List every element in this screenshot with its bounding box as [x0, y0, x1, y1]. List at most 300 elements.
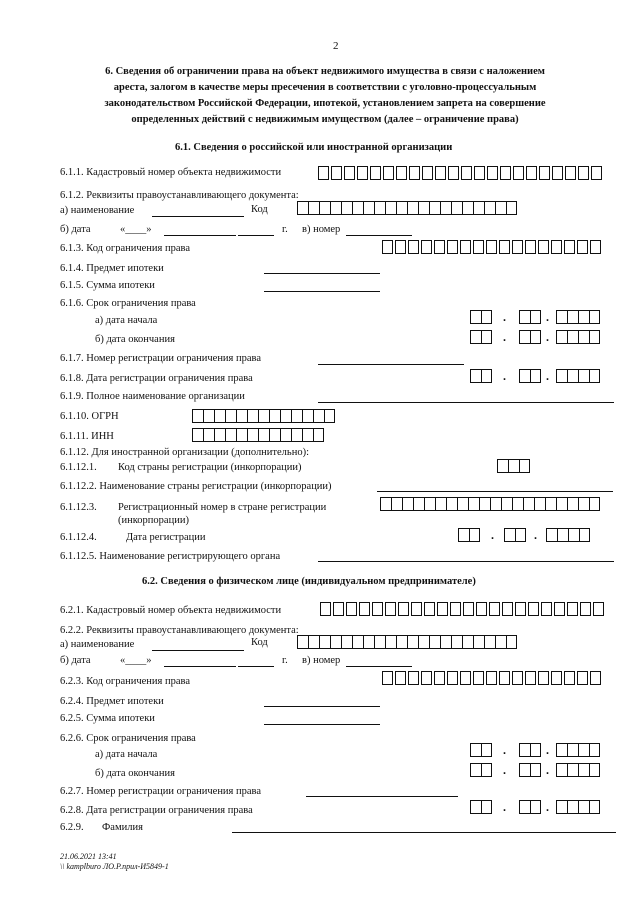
- s62-date-year-field[interactable]: [238, 666, 274, 667]
- char-cell[interactable]: [534, 497, 545, 511]
- char-cell[interactable]: [481, 369, 492, 383]
- char-cell[interactable]: [247, 409, 258, 423]
- char-cell[interactable]: [473, 671, 484, 685]
- s61-start-date-label: а) дата начала: [95, 315, 158, 326]
- char-cell[interactable]: [565, 166, 576, 180]
- char-cell[interactable]: [297, 635, 308, 649]
- char-cell[interactable]: [589, 743, 600, 757]
- s61-reg-date-day[interactable]: [470, 369, 492, 385]
- char-cell[interactable]: [515, 528, 526, 542]
- s61-foreign-date-label: Дата регистрации: [126, 532, 206, 543]
- char-cell[interactable]: [192, 428, 203, 442]
- char-cell[interactable]: [591, 166, 602, 180]
- s61-code-label: Код: [251, 204, 268, 215]
- char-cell[interactable]: [434, 671, 445, 685]
- char-cell[interactable]: [385, 201, 396, 215]
- char-cell[interactable]: [413, 497, 424, 511]
- s61-foreign-reg-cells[interactable]: [380, 497, 600, 513]
- char-cell[interactable]: [457, 497, 468, 511]
- char-cell[interactable]: [519, 459, 530, 473]
- char-cell[interactable]: [269, 409, 280, 423]
- char-cell[interactable]: [567, 800, 578, 814]
- s61-start-date-day[interactable]: [470, 310, 492, 326]
- s61-end-date-year[interactable]: [556, 330, 600, 346]
- char-cell[interactable]: [462, 635, 473, 649]
- char-cell[interactable]: [546, 528, 557, 542]
- s62-start-date-day[interactable]: [470, 743, 492, 759]
- s61-mortgage-subject-field[interactable]: [264, 273, 380, 274]
- char-cell[interactable]: [530, 743, 541, 757]
- char-cell[interactable]: [567, 763, 578, 777]
- s61-registrar-field[interactable]: [318, 561, 614, 562]
- s62-end-date-year[interactable]: [556, 763, 600, 779]
- char-cell[interactable]: [203, 409, 214, 423]
- char-cell[interactable]: [333, 602, 344, 616]
- char-cell[interactable]: [567, 310, 578, 324]
- s61-restriction-code-label: 6.1.3. Код ограничения права: [60, 243, 190, 254]
- char-cell[interactable]: [538, 240, 549, 254]
- char-cell[interactable]: [519, 330, 530, 344]
- char-cell[interactable]: [396, 201, 407, 215]
- char-cell[interactable]: [519, 763, 530, 777]
- char-cell[interactable]: [578, 330, 589, 344]
- char-cell[interactable]: [474, 166, 485, 180]
- char-cell[interactable]: [352, 635, 363, 649]
- char-cell[interactable]: [470, 369, 481, 383]
- char-cell[interactable]: [395, 240, 406, 254]
- s61-start-date-year[interactable]: [556, 310, 600, 326]
- char-cell[interactable]: [519, 310, 530, 324]
- s61-foreign-date-month[interactable]: [504, 528, 526, 544]
- s62-reg-date-year[interactable]: [556, 800, 600, 816]
- s61-foreign-reg-line1: Регистрационный номер в стране регистрации: [118, 502, 327, 513]
- s61-reg-date-month[interactable]: [519, 369, 541, 385]
- s62-name-field[interactable]: [152, 650, 244, 651]
- char-cell[interactable]: [508, 459, 519, 473]
- s61-end-date-day[interactable]: [470, 330, 492, 346]
- char-cell[interactable]: [470, 743, 481, 757]
- char-cell[interactable]: [385, 602, 396, 616]
- char-cell[interactable]: [481, 310, 492, 324]
- char-cell[interactable]: [269, 428, 280, 442]
- s61-date-month-field[interactable]: [164, 235, 236, 236]
- char-cell[interactable]: [564, 671, 575, 685]
- char-cell[interactable]: [556, 330, 567, 344]
- char-cell[interactable]: [408, 671, 419, 685]
- char-cell[interactable]: [476, 602, 487, 616]
- char-cell[interactable]: [481, 330, 492, 344]
- s62-reg-date-month[interactable]: [519, 800, 541, 816]
- char-cell[interactable]: [470, 310, 481, 324]
- char-cell[interactable]: [398, 602, 409, 616]
- char-cell[interactable]: [470, 800, 481, 814]
- s62-end-date-day[interactable]: [470, 763, 492, 779]
- char-cell[interactable]: [556, 369, 567, 383]
- char-cell[interactable]: [463, 602, 474, 616]
- char-cell[interactable]: [551, 671, 562, 685]
- s61-country-name-field[interactable]: [377, 491, 613, 492]
- s62-cadastral-cells[interactable]: [320, 602, 606, 618]
- char-cell[interactable]: [331, 166, 342, 180]
- char-cell[interactable]: [512, 240, 523, 254]
- char-cell[interactable]: [578, 497, 589, 511]
- char-cell[interactable]: [396, 635, 407, 649]
- char-cell[interactable]: [385, 635, 396, 649]
- char-cell[interactable]: [396, 166, 407, 180]
- footer-timestamp: 21.06.2021 13:41: [60, 852, 117, 861]
- char-cell[interactable]: [473, 240, 484, 254]
- s62-date-month-field[interactable]: [164, 666, 236, 667]
- char-cell[interactable]: [411, 602, 422, 616]
- s61-reg-number-field[interactable]: [318, 364, 464, 365]
- char-cell[interactable]: [495, 201, 506, 215]
- char-cell[interactable]: [374, 201, 385, 215]
- s61-mortgage-subject-label: 6.1.4. Предмет ипотеки: [60, 263, 164, 274]
- char-cell[interactable]: [589, 369, 600, 383]
- s61-mortgage-sum-field[interactable]: [264, 291, 380, 292]
- s62-code-cells[interactable]: [297, 635, 517, 651]
- char-cell[interactable]: [374, 635, 385, 649]
- char-cell[interactable]: [589, 330, 600, 344]
- s62-restriction-code-cells[interactable]: [382, 671, 603, 687]
- char-cell[interactable]: [346, 602, 357, 616]
- char-cell[interactable]: [422, 166, 433, 180]
- s61-foreign-reg-line2: (инкорпорации): [118, 515, 189, 526]
- s61-year-label: г.: [282, 224, 288, 235]
- char-cell[interactable]: [429, 201, 440, 215]
- s61-name-field[interactable]: [152, 216, 244, 217]
- char-cell[interactable]: [499, 240, 510, 254]
- char-cell[interactable]: [297, 201, 308, 215]
- char-cell[interactable]: [382, 671, 393, 685]
- char-cell[interactable]: [291, 409, 302, 423]
- char-cell[interactable]: [567, 330, 578, 344]
- char-cell[interactable]: [460, 240, 471, 254]
- char-cell[interactable]: [578, 743, 589, 757]
- s61-inn-cells[interactable]: [192, 428, 324, 444]
- char-cell[interactable]: [341, 201, 352, 215]
- s61-reg-date-year[interactable]: [556, 369, 600, 385]
- char-cell[interactable]: [468, 497, 479, 511]
- s62-date-label: б) дата: [60, 655, 91, 666]
- char-cell[interactable]: [545, 497, 556, 511]
- char-cell[interactable]: [330, 201, 341, 215]
- char-cell[interactable]: [589, 310, 600, 324]
- char-cell[interactable]: [590, 240, 601, 254]
- char-cell[interactable]: [481, 743, 492, 757]
- char-cell[interactable]: [490, 497, 501, 511]
- char-cell[interactable]: [383, 166, 394, 180]
- char-cell[interactable]: [473, 201, 484, 215]
- char-cell[interactable]: [530, 310, 541, 324]
- char-cell[interactable]: [530, 763, 541, 777]
- char-cell[interactable]: [440, 635, 451, 649]
- char-cell[interactable]: [556, 800, 567, 814]
- char-cell[interactable]: [247, 428, 258, 442]
- s62-surname-field[interactable]: [232, 832, 616, 833]
- char-cell[interactable]: [447, 671, 458, 685]
- s62-start-date-month[interactable]: [519, 743, 541, 759]
- s62-start-date-label: а) дата начала: [95, 749, 158, 760]
- char-cell[interactable]: [515, 602, 526, 616]
- char-cell[interactable]: [525, 240, 536, 254]
- char-cell[interactable]: [512, 671, 523, 685]
- char-cell[interactable]: [530, 800, 541, 814]
- char-cell[interactable]: [214, 409, 225, 423]
- section-6-1-heading: 6.1. Сведения о российской или иностранной организации: [175, 142, 453, 153]
- char-cell[interactable]: [501, 497, 512, 511]
- char-cell[interactable]: [567, 602, 578, 616]
- char-cell[interactable]: [341, 635, 352, 649]
- char-cell[interactable]: [530, 369, 541, 383]
- char-cell[interactable]: [435, 166, 446, 180]
- char-cell[interactable]: [556, 763, 567, 777]
- char-cell[interactable]: [448, 166, 459, 180]
- s61-full-name-field[interactable]: [318, 402, 614, 403]
- char-cell[interactable]: [308, 635, 319, 649]
- char-cell[interactable]: [470, 763, 481, 777]
- s61-start-date-month[interactable]: [519, 310, 541, 326]
- s62-reg-date-day[interactable]: [470, 800, 492, 816]
- char-cell[interactable]: [319, 635, 330, 649]
- char-cell[interactable]: [589, 497, 600, 511]
- char-cell[interactable]: [407, 201, 418, 215]
- char-cell[interactable]: [504, 528, 515, 542]
- char-cell[interactable]: [557, 528, 568, 542]
- char-cell[interactable]: [523, 497, 534, 511]
- char-cell[interactable]: [451, 201, 462, 215]
- char-cell[interactable]: [487, 166, 498, 180]
- char-cell[interactable]: [434, 240, 445, 254]
- char-cell[interactable]: [462, 201, 473, 215]
- char-cell[interactable]: [519, 800, 530, 814]
- char-cell[interactable]: [418, 635, 429, 649]
- char-cell[interactable]: [437, 602, 448, 616]
- s61-doc-requisites-label: 6.1.2. Реквизиты правоустанавливающего документа:: [60, 190, 299, 201]
- char-cell[interactable]: [568, 528, 579, 542]
- s61-end-date-month[interactable]: [519, 330, 541, 346]
- char-cell[interactable]: [481, 800, 492, 814]
- char-cell[interactable]: [409, 166, 420, 180]
- char-cell[interactable]: [486, 671, 497, 685]
- s62-mortgage-sum-field[interactable]: [264, 724, 380, 725]
- char-cell[interactable]: [497, 459, 508, 473]
- char-cell[interactable]: [407, 635, 418, 649]
- char-cell[interactable]: [359, 602, 370, 616]
- s62-number-field[interactable]: [346, 666, 412, 667]
- s62-mortgage-subject-label: 6.2.4. Предмет ипотеки: [60, 696, 164, 707]
- char-cell[interactable]: [500, 166, 511, 180]
- char-cell[interactable]: [313, 428, 324, 442]
- char-cell[interactable]: [344, 166, 355, 180]
- char-cell[interactable]: [499, 671, 510, 685]
- char-cell[interactable]: [484, 635, 495, 649]
- char-cell[interactable]: [363, 201, 374, 215]
- s61-number-field[interactable]: [346, 235, 412, 236]
- char-cell[interactable]: [203, 428, 214, 442]
- char-cell[interactable]: [519, 369, 530, 383]
- char-cell[interactable]: [578, 310, 589, 324]
- char-cell[interactable]: [225, 409, 236, 423]
- char-cell[interactable]: [258, 428, 269, 442]
- s62-mortgage-subject-field[interactable]: [264, 706, 380, 707]
- char-cell[interactable]: [352, 201, 363, 215]
- char-cell[interactable]: [258, 409, 269, 423]
- char-cell[interactable]: [551, 240, 562, 254]
- char-cell[interactable]: [578, 800, 589, 814]
- char-cell[interactable]: [578, 369, 589, 383]
- s61-cadastral-label: 6.1.1. Кадастровый номер объекта недвижимости: [60, 167, 282, 178]
- char-cell[interactable]: [525, 671, 536, 685]
- char-cell[interactable]: [308, 201, 319, 215]
- char-cell[interactable]: [589, 763, 600, 777]
- char-cell[interactable]: [519, 743, 530, 757]
- char-cell[interactable]: [421, 240, 432, 254]
- s62-surname-label: Фамилия: [102, 822, 143, 833]
- char-cell[interactable]: [470, 330, 481, 344]
- char-cell[interactable]: [577, 671, 588, 685]
- char-cell[interactable]: [506, 635, 517, 649]
- char-cell[interactable]: [302, 409, 313, 423]
- char-cell[interactable]: [435, 497, 446, 511]
- char-cell[interactable]: [530, 330, 541, 344]
- char-cell[interactable]: [502, 602, 513, 616]
- char-cell[interactable]: [319, 201, 330, 215]
- char-cell[interactable]: [461, 166, 472, 180]
- char-cell[interactable]: [526, 166, 537, 180]
- char-cell[interactable]: [513, 166, 524, 180]
- s61-foreign-date-day[interactable]: [458, 528, 480, 544]
- char-cell[interactable]: [214, 428, 225, 442]
- char-cell[interactable]: [395, 671, 406, 685]
- char-cell[interactable]: [421, 671, 432, 685]
- char-cell[interactable]: [567, 497, 578, 511]
- page-number: 2: [333, 40, 339, 52]
- char-cell[interactable]: [580, 602, 591, 616]
- char-cell[interactable]: [440, 201, 451, 215]
- char-cell[interactable]: [552, 166, 563, 180]
- section-6-title-line-4: определенных действий с недвижимым имуществом (далее – ограничение права): [131, 114, 519, 125]
- s61-code-cells[interactable]: [297, 201, 517, 217]
- char-cell[interactable]: [506, 201, 517, 215]
- char-cell[interactable]: [447, 240, 458, 254]
- char-cell[interactable]: [479, 497, 490, 511]
- s62-reg-date-label: 6.2.8. Дата регистрации ограничения права: [60, 805, 253, 816]
- s61-restriction-code-cells[interactable]: [382, 240, 603, 256]
- char-cell[interactable]: [408, 240, 419, 254]
- char-cell[interactable]: [192, 409, 203, 423]
- char-cell[interactable]: [579, 528, 590, 542]
- char-cell[interactable]: [458, 528, 469, 542]
- char-cell[interactable]: [554, 602, 565, 616]
- char-cell[interactable]: [357, 166, 368, 180]
- char-cell[interactable]: [590, 671, 601, 685]
- s62-year-label: г.: [282, 655, 288, 666]
- char-cell[interactable]: [539, 166, 550, 180]
- char-cell[interactable]: [469, 528, 480, 542]
- char-cell[interactable]: [450, 602, 461, 616]
- char-cell[interactable]: [302, 428, 313, 442]
- char-cell[interactable]: [589, 800, 600, 814]
- char-cell[interactable]: [484, 201, 495, 215]
- char-cell[interactable]: [567, 743, 578, 757]
- s62-start-date-year[interactable]: [556, 743, 600, 759]
- char-cell[interactable]: [225, 428, 236, 442]
- char-cell[interactable]: [489, 602, 500, 616]
- char-cell[interactable]: [481, 763, 492, 777]
- char-cell[interactable]: [429, 635, 440, 649]
- section-6-title-line-3: законодательством Российской Федерации, ипотекой, установлением запрета на совершение: [104, 98, 546, 109]
- char-cell[interactable]: [446, 497, 457, 511]
- char-cell[interactable]: [577, 240, 588, 254]
- char-cell[interactable]: [451, 635, 462, 649]
- char-cell[interactable]: [402, 497, 413, 511]
- char-cell[interactable]: [382, 240, 393, 254]
- char-cell[interactable]: [330, 635, 341, 649]
- char-cell[interactable]: [486, 240, 497, 254]
- s61-inn-label: 6.1.11. ИНН: [60, 431, 114, 442]
- s61-country-code-num: 6.1.12.1.: [60, 462, 97, 473]
- s61-number-label: в) номер: [302, 224, 341, 235]
- char-cell[interactable]: [236, 409, 247, 423]
- char-cell[interactable]: [556, 497, 567, 511]
- s61-cadastral-cells[interactable]: [318, 166, 604, 182]
- char-cell[interactable]: [460, 671, 471, 685]
- s61-country-code-label: Код страны регистрации (инкорпорации): [118, 462, 302, 473]
- s61-ogrn-cells[interactable]: [192, 409, 335, 425]
- char-cell[interactable]: [541, 602, 552, 616]
- char-cell[interactable]: [567, 369, 578, 383]
- char-cell[interactable]: [556, 310, 567, 324]
- char-cell[interactable]: [512, 497, 523, 511]
- char-cell[interactable]: [324, 409, 335, 423]
- char-cell[interactable]: [418, 201, 429, 215]
- char-cell[interactable]: [564, 240, 575, 254]
- char-cell[interactable]: [291, 428, 302, 442]
- s61-country-code-cells[interactable]: [497, 459, 530, 475]
- char-cell[interactable]: [236, 428, 247, 442]
- s61-foreign-date-year[interactable]: [546, 528, 590, 544]
- char-cell[interactable]: [593, 602, 604, 616]
- char-cell[interactable]: [578, 763, 589, 777]
- s62-end-date-month[interactable]: [519, 763, 541, 779]
- char-cell[interactable]: [538, 671, 549, 685]
- char-cell[interactable]: [320, 602, 331, 616]
- s61-term-label: 6.1.6. Срок ограничения права: [60, 298, 196, 309]
- char-cell[interactable]: [391, 497, 402, 511]
- char-cell[interactable]: [313, 409, 324, 423]
- char-cell[interactable]: [280, 428, 291, 442]
- char-cell[interactable]: [318, 166, 329, 180]
- s61-date-year-field[interactable]: [238, 235, 274, 236]
- char-cell[interactable]: [363, 635, 374, 649]
- char-cell[interactable]: [495, 635, 506, 649]
- s62-end-date-label: б) дата окончания: [95, 768, 175, 779]
- char-cell[interactable]: [280, 409, 291, 423]
- char-cell[interactable]: [473, 635, 484, 649]
- section-6-title-line-2: ареста, залогом в качестве меры пресечения в соответствии с уголовно-процессуальным: [113, 82, 537, 93]
- char-cell[interactable]: [370, 166, 381, 180]
- char-cell[interactable]: [578, 166, 589, 180]
- s61-ogrn-label: 6.1.10. ОГРН: [60, 411, 119, 422]
- char-cell[interactable]: [372, 602, 383, 616]
- char-cell[interactable]: [424, 497, 435, 511]
- char-cell[interactable]: [380, 497, 391, 511]
- s62-reg-number-field[interactable]: [306, 796, 458, 797]
- char-cell[interactable]: [528, 602, 539, 616]
- char-cell[interactable]: [556, 743, 567, 757]
- char-cell[interactable]: [424, 602, 435, 616]
